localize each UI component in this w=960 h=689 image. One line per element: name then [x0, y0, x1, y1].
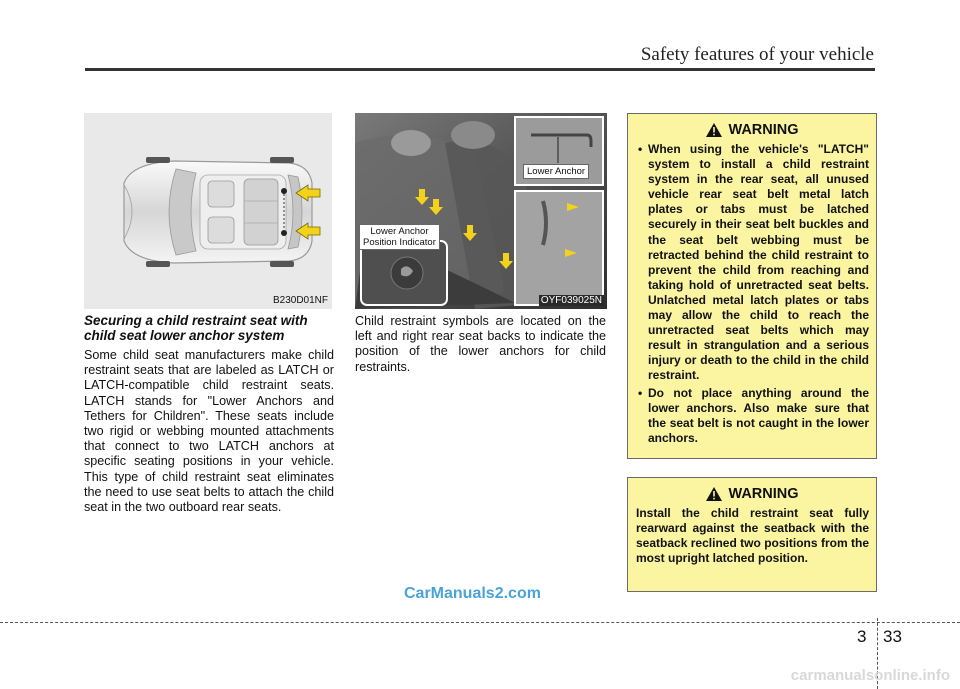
warning-triangle-icon [706, 487, 722, 501]
warning-box-seatback [627, 477, 877, 592]
callout-lower-anchor: Lower Anchor [523, 164, 589, 179]
page-header-title: Safety features of your vehicle [640, 44, 874, 65]
section-body-left: Some child seat manufacturers make child restraint seats that are labeled as LATCH or LATCH-compatible child restraint seats. LATCH stands for "Lower Anchors and Tethers for Children". These seats include two rigid or webbing mounted attachments that connect to two LATCH anchors at specific seating positions in your vehicle. This type of child restraint seat eliminates the need to use seat belts to attach the child seat in the two outboard rear seats. [84, 348, 334, 515]
car-topview-illustration [84, 113, 332, 309]
warning-header [636, 122, 869, 138]
callout-lower-anchor-indicator: Lower Anchor Position Indicator [359, 224, 440, 250]
car-topview-figure [84, 113, 332, 309]
warning-box-latch [627, 113, 877, 459]
warning-list [636, 142, 869, 446]
footer-site-watermark: carmanualsonline.info [790, 667, 950, 684]
warning-title: WARNING [728, 486, 799, 502]
warning-item: • When using the vehicle's "LATCH" system to install a child restraint system in the rear seat, all unused vehicle rear seat belt metal latch plates or tabs must be latched securely in their seat belt buckles and the seat belt webbing must be retracted behind the child restraint to prevent the child from reaching and taking hold of unretracted seat belts. Unlatched metal latch plates or tabs may allow the child to reach the unretracted seat belts which may result in strangulation and a serious injury or death to the child in the child restraint. [636, 142, 869, 384]
header-rule [85, 68, 875, 71]
warning-title: WARNING [728, 122, 799, 138]
warning-item: • Do not place anything around the lower anchors. Also make sure that the seat belt is not caught in the lower anchors. [636, 386, 869, 446]
section-body-right: Child restraint symbols are located on the left and right rear seat backs to indicate the position of the lower anchors for child restraints. [355, 314, 606, 374]
chapter-number: 3 [857, 627, 867, 646]
page-number: 33 [883, 627, 902, 646]
figure-caption-left: B230D01NF [272, 295, 328, 306]
rear-seat-illustration [355, 113, 607, 309]
warning-triangle-icon [706, 123, 722, 137]
watermark-link[interactable]: CarManuals2.com [404, 585, 541, 602]
footer-dashed-rule [0, 622, 960, 623]
warning-text: Install the child restraint seat fully rearward against the seatback with the seatback reclined two positions from the most upright latched position. [636, 506, 869, 566]
warning-header [636, 486, 869, 502]
section-subheading: Securing a child restraint seat with child seat lower anchor system [84, 313, 308, 343]
rear-seat-figure [355, 113, 607, 309]
figure-caption-right: OYF039025N [540, 295, 602, 306]
